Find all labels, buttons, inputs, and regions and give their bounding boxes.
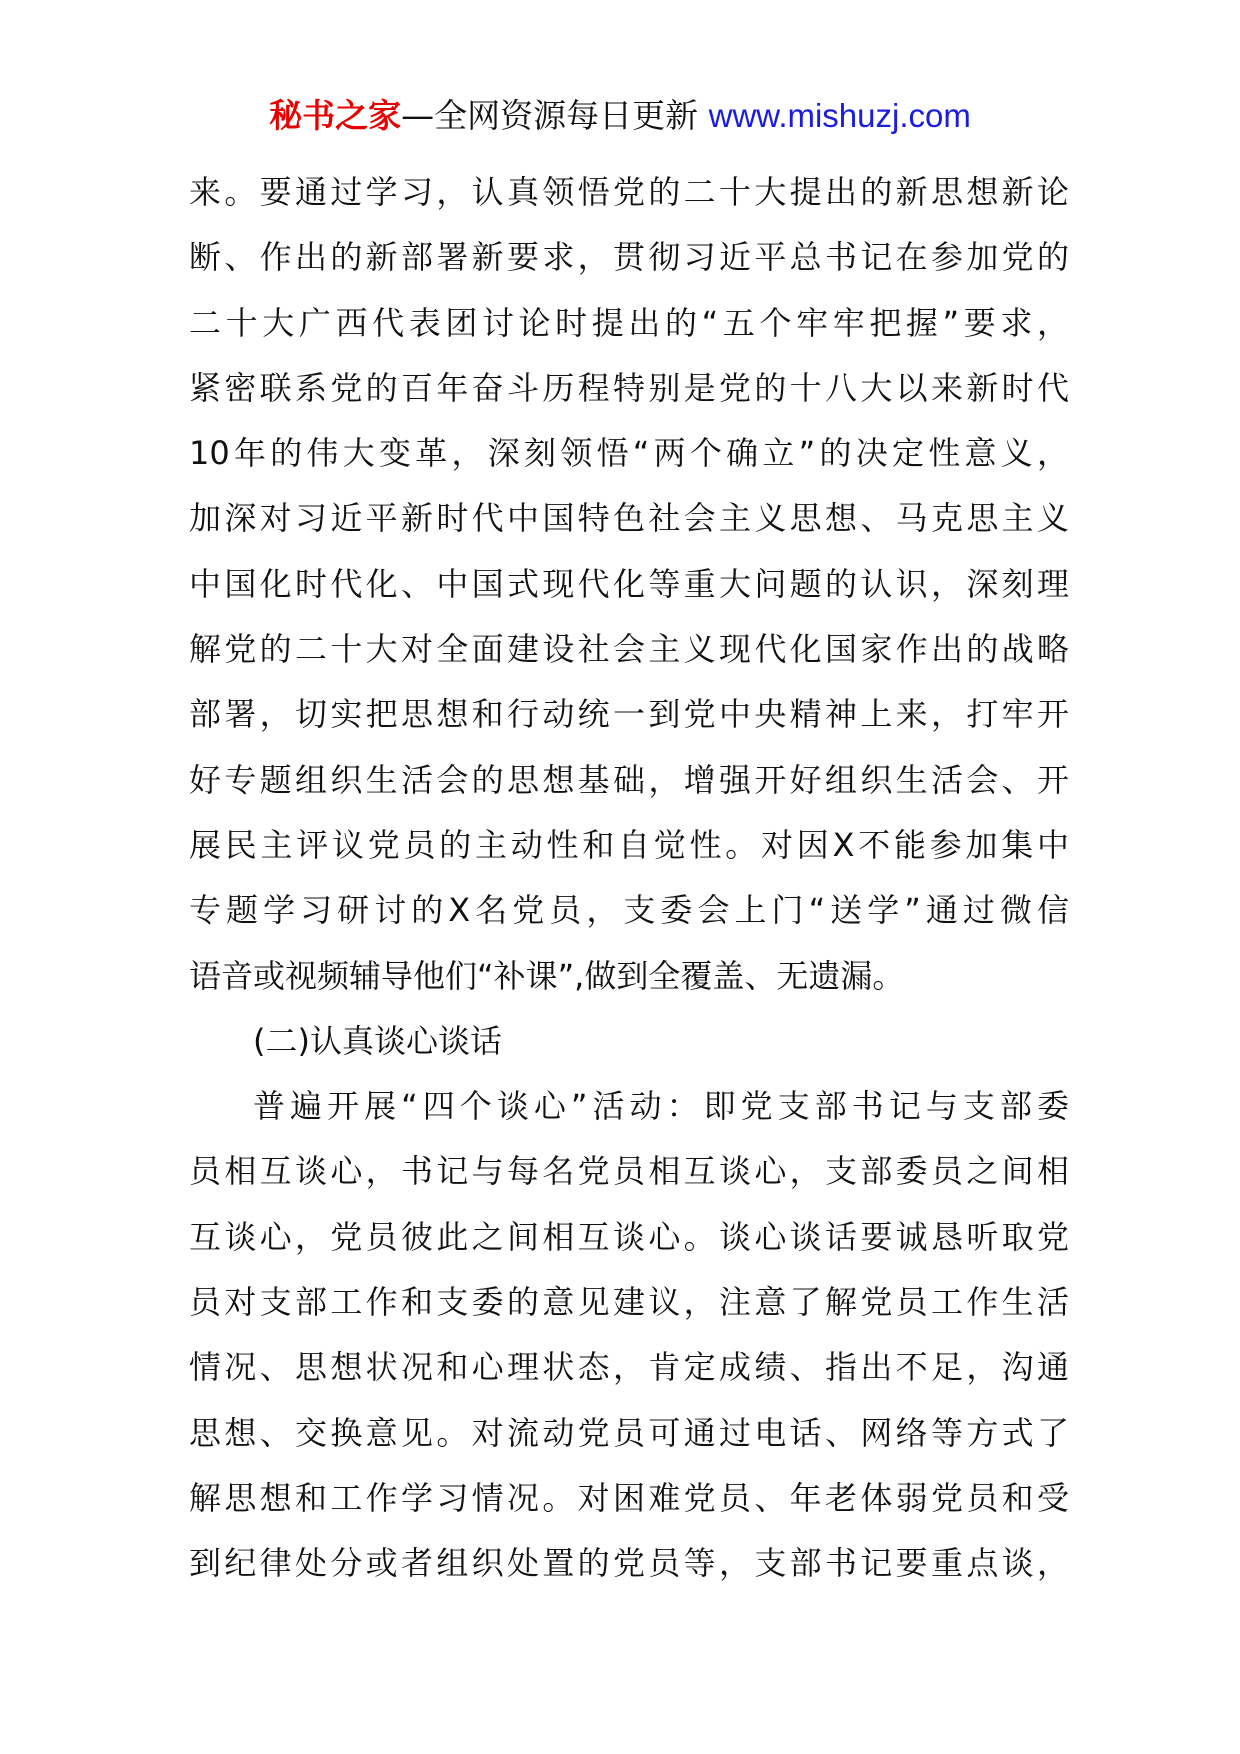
document-body bbox=[189, 160, 1069, 1597]
body-text-line: 紧密联系党的百年奋斗历程特别是党的十八大以来新时代 bbox=[189, 368, 1069, 407]
site-header bbox=[0, 92, 1240, 140]
body-text-line: 情况、思想状况和心理状态，肯定成绩、指出不足，沟通 bbox=[189, 1348, 1069, 1387]
body-text-line: 来。要通过学习，认真领悟党的二十大提出的新思想新论 bbox=[189, 173, 1069, 211]
section-heading: (二)认真谈心谈话 bbox=[253, 1021, 502, 1060]
body-text-line: 二十大广西代表团讨论时提出的“五个牢牢把握”要求， bbox=[189, 303, 1069, 342]
brand-name: 秘书之家 bbox=[269, 96, 402, 135]
body-text-line: 思想、交换意见。对流动党员可通过电话、网络等方式了 bbox=[189, 1413, 1069, 1452]
body-text-line: 部署，切实把思想和行动统一到党中央精神上来，打牢开 bbox=[189, 695, 1069, 734]
body-text-line: 中国化时代化、中国式现代化等重大问题的认识，深刻理 bbox=[189, 564, 1069, 603]
header-tagline: —全网资源每日更新 bbox=[401, 96, 699, 135]
body-text-line: 加深对习近平新时代中国特色社会主义思想、马克思主义 bbox=[189, 499, 1069, 538]
body-text-line: 专题学习研讨的X名党员，支委会上门“送学”通过微信 bbox=[189, 891, 1069, 930]
body-text-line: 普遍开展“四个谈心”活动：即党支部书记与支部委 bbox=[253, 1087, 1069, 1126]
body-text-line: 好专题组织生活会的思想基础，增强开好组织生活会、开 bbox=[189, 760, 1069, 799]
body-text-line: 10年的伟大变革，深刻领悟“两个确立”的决定性意义， bbox=[189, 434, 1069, 473]
body-text-line: 解党的二十大对全面建设社会主义现代化国家作出的战略 bbox=[189, 630, 1069, 669]
body-text-line: 展民主评议党员的主动性和自觉性。对因X不能参加集中 bbox=[189, 825, 1069, 864]
body-text-line: 员相互谈心，书记与每名党员相互谈心，支部委员之间相 bbox=[189, 1152, 1069, 1191]
body-text-line: 语音或视频辅导他们“补课”,做到全覆盖、无遗漏。 bbox=[189, 956, 905, 995]
body-text-line: 断、作出的新部署新要求，贯彻习近平总书记在参加党的 bbox=[189, 238, 1069, 277]
site-url-link[interactable]: www.mishuzj.com bbox=[708, 97, 971, 134]
body-text-line: 解思想和工作学习情况。对困难党员、年老体弱党员和受 bbox=[189, 1478, 1069, 1517]
body-text-line: 员对支部工作和支委的意见建议，注意了解党员工作生活 bbox=[189, 1283, 1069, 1322]
body-text-line: 互谈心，党员彼此之间相互谈心。谈心谈话要诚恳听取党 bbox=[189, 1217, 1069, 1256]
body-text-line: 到纪律处分或者组织处置的党员等，支部书记要重点谈， bbox=[189, 1544, 1069, 1583]
